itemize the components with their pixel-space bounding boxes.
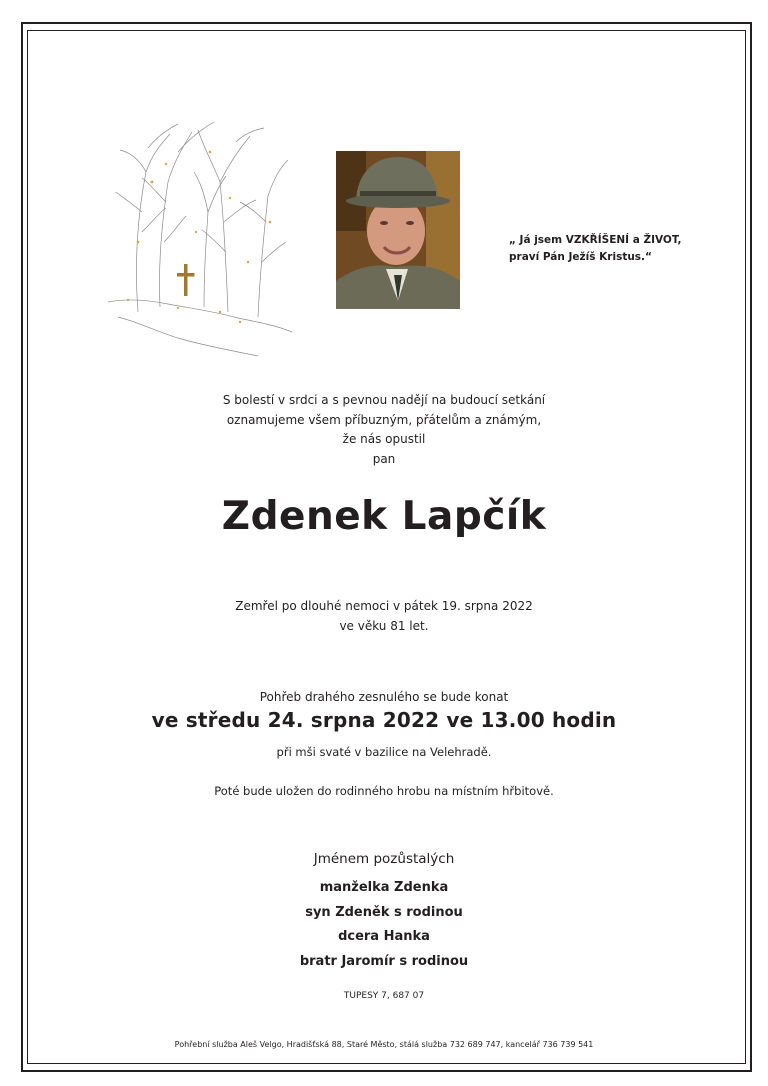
mourner-name: manželka Zdenka [319, 880, 449, 895]
announcement-line: pan [372, 451, 396, 466]
funeral-service-footer: Pohřební služba Aleš Velgo, Hradišťská 88, Staré Město, stálá služba 732 689 747, kancelář 736 739 541 [174, 1040, 594, 1049]
mourner-name: syn Zdeněk s rodinou [305, 904, 463, 920]
quote-line: „ Já jsem VZKŘÍŠENÍ a ŽIVOT, [509, 234, 682, 246]
funeral-date: ve středu 24. srpna 2022 ve 13.00 hodin [151, 708, 617, 732]
death-line: ve věku 81 let. [339, 618, 429, 633]
funeral-place: při mši svaté v bazilice na Velehradě. [276, 745, 492, 759]
mourners-list [0, 876, 768, 974]
portrait-photo [336, 151, 460, 309]
deceased-name: Zdenek Lapčík [221, 494, 547, 539]
mourner-name: dcera Hanka [338, 929, 430, 944]
announcement-line: oznamujeme všem příbuzným, přátelům a známým, [226, 412, 542, 427]
announcement-text [0, 391, 768, 469]
trees-cross-illustration [108, 112, 292, 364]
mourner-name: bratr Jaromír s rodinou [299, 953, 469, 969]
death-info [0, 597, 768, 636]
funeral-lead: Pohřeb drahého zesnulého se bude konat [259, 690, 509, 704]
announcement-line: S bolestí v srdci a s pevnou nadějí na budoucí setkání [222, 393, 546, 407]
mourners-lead: Jménem pozůstalých [313, 851, 455, 867]
death-line: Zemřel po dlouhé nemoci v pátek 19. srpna 2022 [235, 599, 533, 613]
bible-quote [509, 232, 719, 266]
family-address: TUPESY 7, 687 07 [343, 991, 425, 1001]
burial-info: Poté bude uložen do rodinného hrobu na místním hřbitově. [214, 784, 554, 798]
quote-line: praví Pán Ježíš Kristus.“ [509, 251, 652, 263]
announcement-line: že nás opustil [342, 432, 426, 446]
cross-icon [177, 264, 195, 296]
